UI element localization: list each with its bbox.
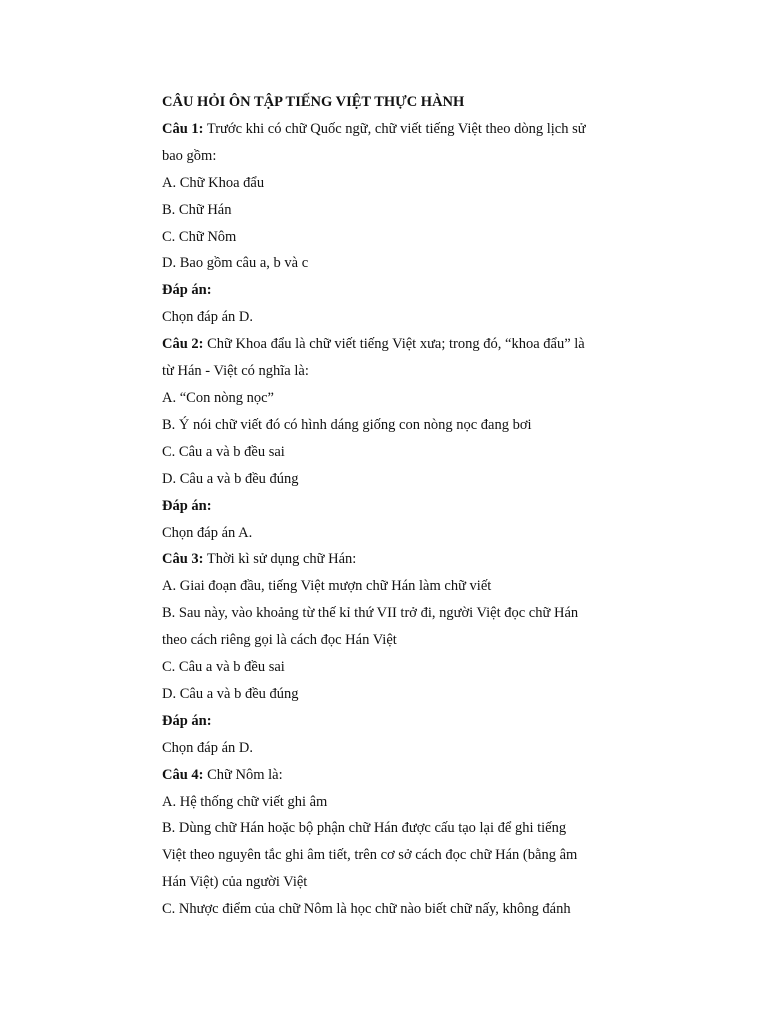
answer-option: A. Hệ thống chữ viết ghi âm (162, 793, 328, 810)
answer-option: Việt theo nguyên tắc ghi âm tiết, trên cơ sở cách đọc chữ Hán (bằng âm (162, 847, 578, 864)
answer-text: Chọn đáp án D. (162, 309, 254, 326)
answer-option: B. Dùng chữ Hán hoặc bộ phận chữ Hán được cấu tạo lại để ghi tiếng (162, 820, 567, 837)
answer-label: Đáp án: (162, 712, 212, 729)
answer-option: A. Giai đoạn đầu, tiếng Việt mượn chữ Hán làm chữ viết (162, 578, 492, 595)
answer-label: Đáp án: (162, 282, 212, 299)
question-text: Thời kì sử dụng chữ Hán: (206, 551, 357, 568)
question-block (162, 546, 612, 761)
answer-option: Hán Việt) của người Việt (162, 874, 308, 891)
question-text-line (162, 143, 612, 170)
question-label: Câu 4: (162, 766, 204, 783)
question-text: Chữ Nôm là: (207, 766, 283, 783)
question-label: Câu 1: (162, 120, 204, 137)
answer-option: theo cách riêng gọi là cách đọc Hán Việt (162, 632, 397, 649)
answer-option: C. Chữ Nôm (162, 228, 237, 245)
answer-option: D. Câu a và b đều đúng (162, 685, 299, 702)
question-label: Câu 2: (162, 336, 204, 353)
question-text-line (162, 358, 612, 385)
answer-option: A. “Con nòng nọc” (162, 389, 274, 406)
question-block (162, 331, 612, 546)
question-text-line (162, 331, 612, 358)
question-text-line (162, 762, 612, 789)
question-block (162, 762, 612, 923)
question-text: từ Hán - Việt có nghĩa là: (162, 363, 309, 380)
answer-option: B. Sau này, vào khoảng từ thế kỉ thứ VII trở đi, người Việt đọc chữ Hán (162, 605, 579, 622)
answer-option: B. Chữ Hán (162, 201, 232, 218)
answer-option: A. Chữ Khoa đẩu (162, 174, 265, 191)
answer-text: Chọn đáp án A. (162, 524, 253, 541)
question-text: Chữ Khoa đẩu là chữ viết tiếng Việt xưa; trong đó, “khoa đẩu” là (207, 336, 585, 353)
answer-option: C. Nhược điểm của chữ Nôm là học chữ nào biết chữ nấy, không đánh (162, 901, 571, 918)
question-text: Trước khi có chữ Quốc ngữ, chữ viết tiếng Việt theo dòng lịch sử (206, 120, 586, 137)
document-page (162, 89, 612, 923)
answer-option: B. Ý nói chữ viết đó có hình dáng giống con nòng nọc đang bơi (162, 416, 532, 433)
answer-option: D. Câu a và b đều đúng (162, 470, 299, 487)
question-block (162, 116, 612, 331)
answer-option: D. Bao gồm câu a, b và c (162, 255, 309, 272)
question-text: bao gồm: (162, 147, 217, 164)
answer-label: Đáp án: (162, 497, 212, 514)
question-text-line (162, 546, 612, 573)
answer-text: Chọn đáp án D. (162, 739, 254, 756)
document-title: CÂU HỎI ÔN TẬP TIẾNG VIỆT THỰC HÀNH (162, 94, 465, 110)
question-label: Câu 3: (162, 551, 204, 568)
answer-option: C. Câu a và b đều sai (162, 659, 285, 676)
question-text-line (162, 116, 612, 143)
question-list (162, 116, 612, 923)
answer-option: C. Câu a và b đều sai (162, 443, 285, 460)
